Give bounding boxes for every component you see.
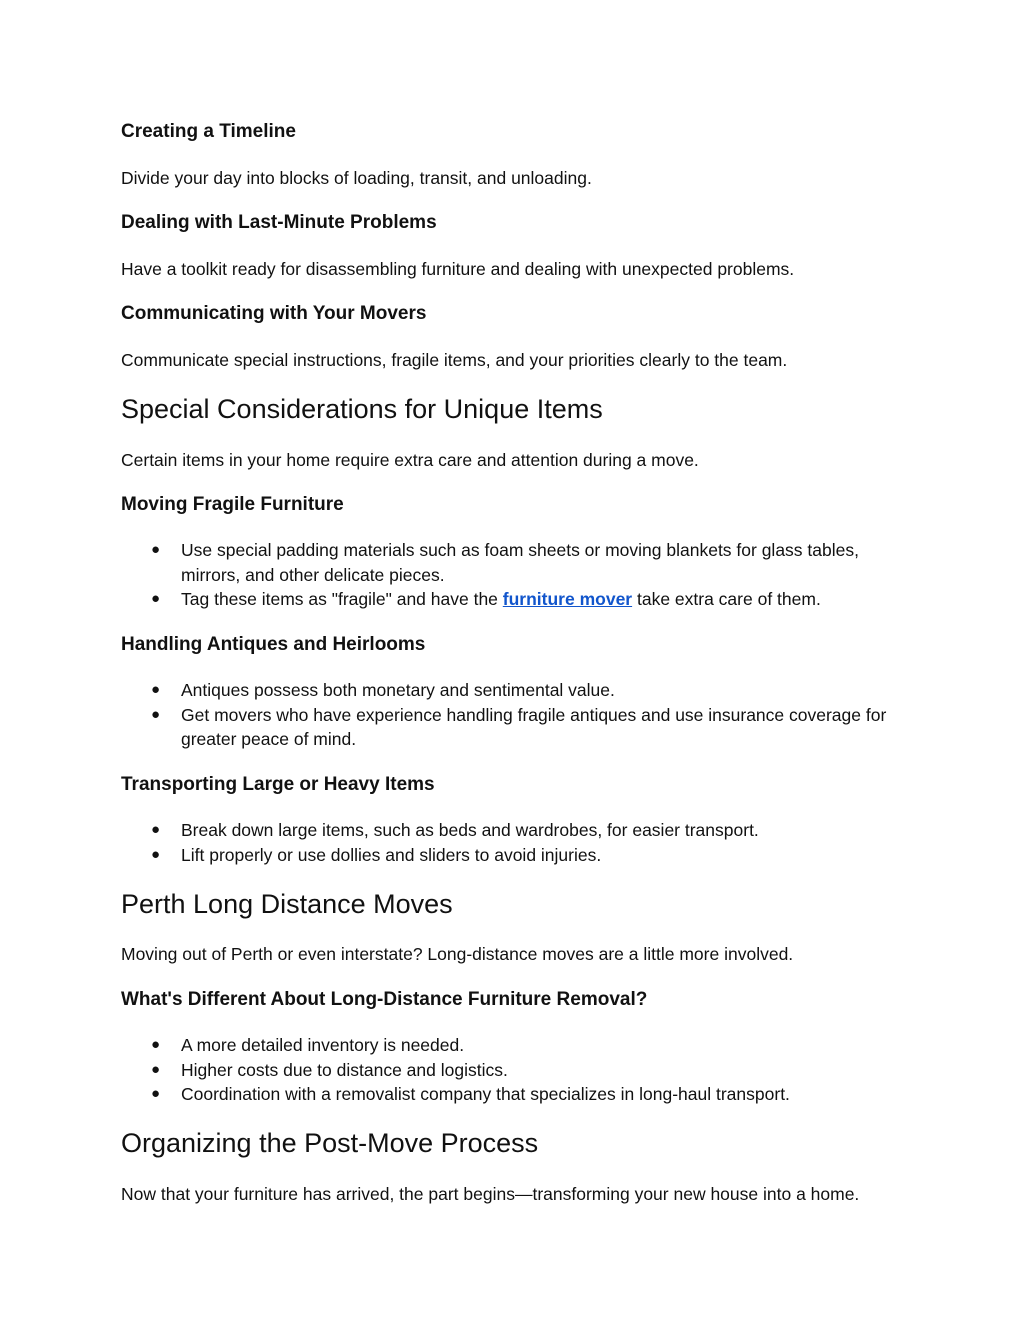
paragraph-timeline: Divide your day into blocks of loading, transit, and unloading. (121, 168, 592, 188)
heading-fragile-furniture: Moving Fragile Furniture (121, 494, 344, 515)
list-item-text-before-link: Tag these items as "fragile" and have the (181, 589, 503, 609)
list-item (121, 1058, 901, 1083)
bullet-icon: ● (151, 681, 161, 698)
bullet-icon: ● (151, 821, 161, 838)
heading-last-minute: Dealing with Last-Minute Problems (121, 212, 437, 233)
heading-long-distance-difference: What's Different About Long-Distance Furniture Removal? (121, 989, 648, 1010)
list-item (121, 703, 901, 752)
heading-creating-timeline: Creating a Timeline (121, 121, 296, 142)
list-item-text: Higher costs due to distance and logistics. (181, 1059, 508, 1080)
list-item-text: Lift properly or use dollies and sliders to avoid injuries. (181, 844, 602, 865)
paragraph-post-move: Now that your furniture has arrived, the part begins—transforming your new house into a home. (121, 1184, 860, 1204)
list-item (121, 843, 901, 868)
list-antiques (121, 678, 901, 752)
heading-communicating: Communicating with Your Movers (121, 303, 427, 324)
list-item-text: A more detailed inventory is needed. (181, 1035, 465, 1055)
list-item-text: Use special padding materials such as foam sheets or moving blankets for glass tables, mirrors, and other delicate pieces. (181, 540, 859, 585)
bullet-icon: ● (151, 590, 161, 607)
list-item (121, 1082, 901, 1107)
list-item-text-after-link: take extra care of them. (632, 589, 821, 609)
bullet-icon: ● (151, 1036, 161, 1053)
paragraph-special-considerations: Certain items in your home require extra care and attention during a move. (121, 450, 699, 470)
bullet-icon: ● (151, 541, 161, 558)
list-item-text: Coordination with a removalist company that specializes in long-haul transport. (181, 1084, 790, 1104)
list-item (121, 587, 901, 612)
list-long-distance (121, 1033, 901, 1107)
heading-special-considerations: Special Considerations for Unique Items (121, 394, 603, 424)
list-heavy-items (121, 818, 901, 867)
bullet-icon: ● (151, 705, 161, 723)
bullet-icon: ● (151, 1060, 161, 1078)
bullet-icon: ● (151, 1085, 161, 1102)
list-item (121, 678, 901, 703)
paragraph-perth-long-distance: Moving out of Perth or even interstate? Long-distance moves are a little more involved. (121, 944, 794, 964)
list-item-text: Break down large items, such as beds and wardrobes, for easier transport. (181, 820, 759, 840)
list-item-text: Get movers who have experience handling fragile antiques and use insurance coverage for greater peace of mind. (181, 704, 887, 749)
paragraph-last-minute: Have a toolkit ready for disassembling furniture and dealing with unexpected problems. (121, 259, 795, 279)
heading-heavy-items: Transporting Large or Heavy Items (121, 774, 435, 795)
heading-antiques: Handling Antiques and Heirlooms (121, 634, 426, 655)
heading-perth-long-distance: Perth Long Distance Moves (121, 889, 453, 919)
list-item-text: Antiques possess both monetary and sentimental value. (181, 680, 615, 700)
list-item (121, 1033, 901, 1058)
list-item (121, 818, 901, 843)
bullet-icon: ● (151, 845, 161, 863)
list-item (121, 538, 901, 587)
list-fragile-furniture (121, 538, 901, 612)
furniture-mover-link[interactable]: furniture mover (502, 589, 633, 609)
heading-post-move: Organizing the Post-Move Process (121, 1128, 539, 1158)
paragraph-communicating: Communicate special instructions, fragile items, and your priorities clearly to the team. (121, 350, 788, 370)
